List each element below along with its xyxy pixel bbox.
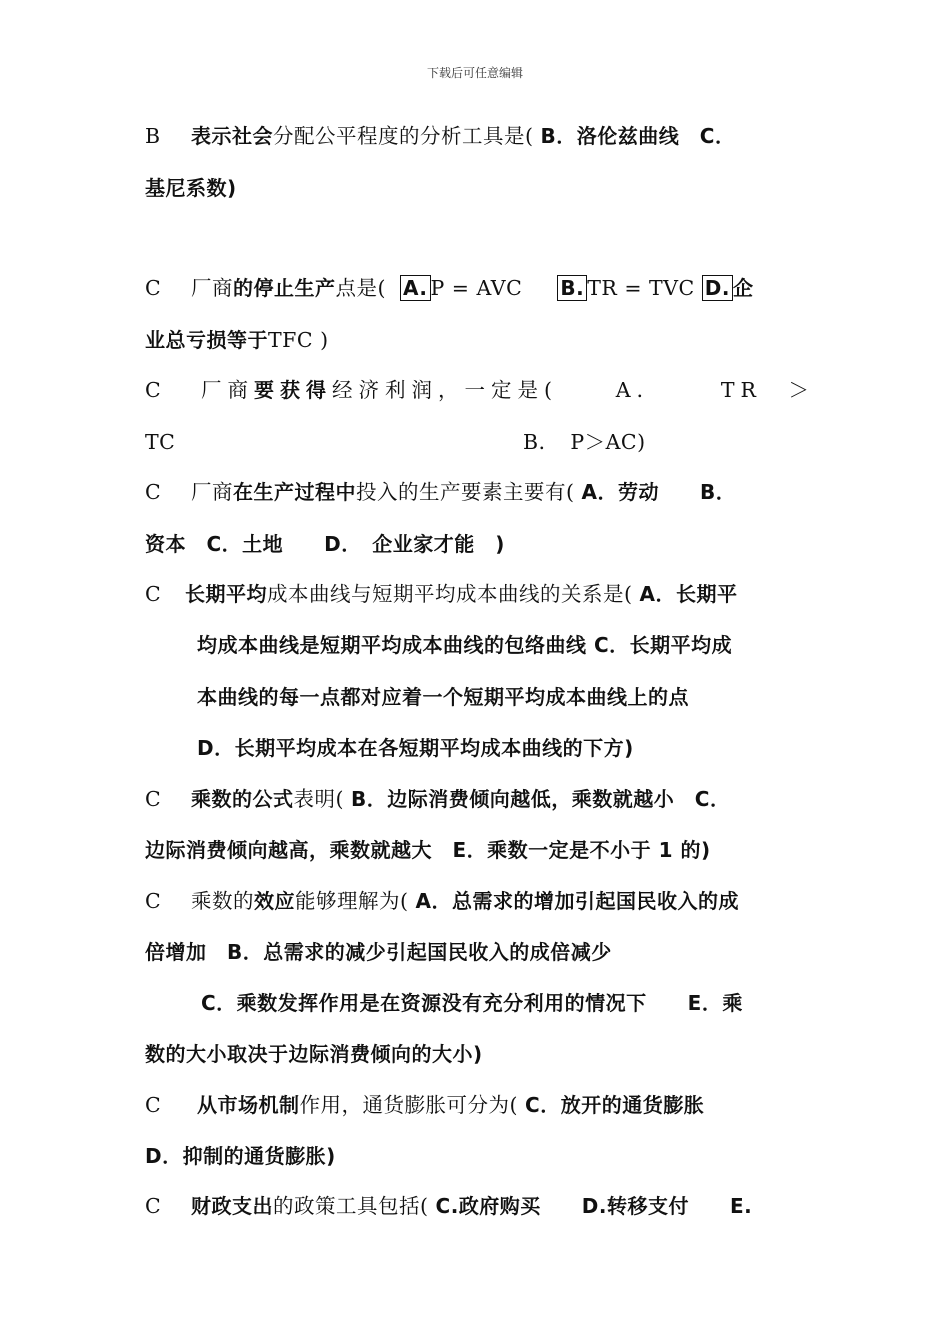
option-b-text: TR = TVC	[587, 276, 695, 300]
answer-letter: C	[145, 889, 162, 913]
answer-letter: C	[145, 1194, 162, 1218]
question-7-line-2	[145, 937, 815, 967]
question-stem-bold: 表示社会	[191, 124, 273, 148]
question-7-line-3	[201, 988, 815, 1018]
answer-letter: C	[145, 378, 167, 402]
question-4-line-1	[145, 477, 815, 507]
question-5-line-1	[145, 579, 815, 609]
options: 倍增加 B．总需求的减少引起国民收入的成倍减少	[145, 940, 612, 964]
option-a-label: A．	[615, 378, 664, 402]
options: A．总需求的增加引起国民收入的成	[415, 889, 740, 913]
option-a-label: A.	[400, 275, 430, 301]
question-stem: 分配公平程度的分析工具是(	[273, 124, 534, 148]
question-7-line-4	[145, 1039, 815, 1069]
question-8-line-2	[145, 1141, 815, 1171]
options: 基尼系数)	[145, 176, 237, 200]
options: 边际消费倾向越高，乘数就越大 E．乘数一定是不小于 1 的)	[145, 838, 711, 862]
question-3-line-2	[145, 427, 815, 457]
options: C．乘数发挥作用是在资源没有充分利用的情况下 E．乘	[201, 991, 743, 1015]
answer-letter: C	[145, 1093, 162, 1117]
question-6-line-2	[145, 835, 815, 865]
question-stem-bold: 在生产过程中	[233, 480, 356, 504]
options: 均成本曲线是短期平均成本曲线的包络曲线 C．长期平均成	[197, 633, 733, 657]
answer-letter: C	[145, 480, 162, 504]
option-b: B． P＞AC)	[523, 430, 646, 454]
question-stem-bold: 长期平均	[185, 582, 267, 606]
question-stem: 经济利润，一定是(	[332, 378, 558, 402]
question-5-line-4	[197, 733, 815, 763]
answer-letter: C	[145, 787, 162, 811]
answer-letter: C	[145, 582, 162, 606]
question-stem-bold: 财政支出	[191, 1194, 273, 1218]
question-stem-bold: 从市场机制	[197, 1093, 300, 1117]
question-stem: 的政策工具包括(	[273, 1194, 429, 1218]
question-3-line-1	[145, 375, 815, 405]
options: B．边际消费倾向越低，乘数就越小 C．	[351, 787, 731, 811]
question-5-line-2	[197, 630, 815, 660]
question-stem: 作用，通货膨胀可分为(	[299, 1093, 518, 1117]
options: C.政府购买 D.转移支付 E.	[435, 1194, 753, 1218]
answer-letter: B	[145, 124, 161, 148]
page-header: 下载后可任意编辑	[426, 66, 523, 80]
question-1-line-1	[145, 121, 815, 151]
option-d-text: 业总亏损等于	[145, 328, 268, 352]
question-stem: 乘数的	[191, 889, 254, 913]
question-stem-bold: 乘数的公式	[191, 787, 294, 811]
question-stem: 投入的生产要素主要有(	[356, 480, 575, 504]
option-b-label: B.	[557, 275, 587, 301]
option-a-text: TC	[145, 430, 176, 454]
options: B．洛伦兹曲线 C．	[540, 124, 736, 148]
question-5-line-3	[197, 682, 815, 712]
options: C．放开的通货膨胀	[525, 1093, 705, 1117]
question-9-line-1	[145, 1191, 815, 1221]
question-stem: 能够理解为(	[295, 889, 409, 913]
question-2-line-2	[145, 325, 815, 355]
question-8-line-1	[145, 1090, 815, 1120]
question-stem-bold: 效应	[254, 889, 295, 913]
options: 数的大小取决于边际消费倾向的大小)	[145, 1042, 483, 1066]
question-7-line-1	[145, 886, 815, 916]
question-2-line-1	[145, 273, 815, 303]
option-a-text: P = AVC	[430, 276, 523, 300]
question-4-line-2	[145, 529, 815, 559]
question-stem: 成本曲线与短期平均成本曲线的关系是(	[267, 582, 633, 606]
options: A．劳动 B．	[581, 480, 737, 504]
question-stem-bold: 的停止生产	[233, 276, 336, 300]
question-1-line-2	[145, 173, 815, 203]
options: 本曲线的每一点都对应着一个短期平均成本曲线上的点	[197, 685, 689, 709]
question-stem: 厂商	[191, 480, 233, 504]
options: D．长期平均成本在各短期平均成本曲线的下方)	[197, 736, 634, 760]
answer-letter: C	[145, 276, 162, 300]
question-stem-bold: 要获得	[254, 378, 332, 402]
option-d-label: D.	[702, 275, 733, 301]
option-d-text: 企	[732, 276, 754, 300]
options: D．抑制的通货膨胀)	[145, 1144, 336, 1168]
question-stem: 点是(	[335, 276, 386, 300]
question-stem: 厂商	[191, 276, 233, 300]
option-a-text: TR ＞	[720, 378, 815, 402]
question-stem: 表明(	[293, 787, 344, 811]
options: A．长期平	[639, 582, 738, 606]
options: 资本 C．土地 D． 企业家才能 )	[145, 532, 505, 556]
question-stem: 厂商	[201, 378, 254, 402]
question-6-line-1	[145, 784, 815, 814]
option-d-text: TFC )	[268, 328, 329, 352]
